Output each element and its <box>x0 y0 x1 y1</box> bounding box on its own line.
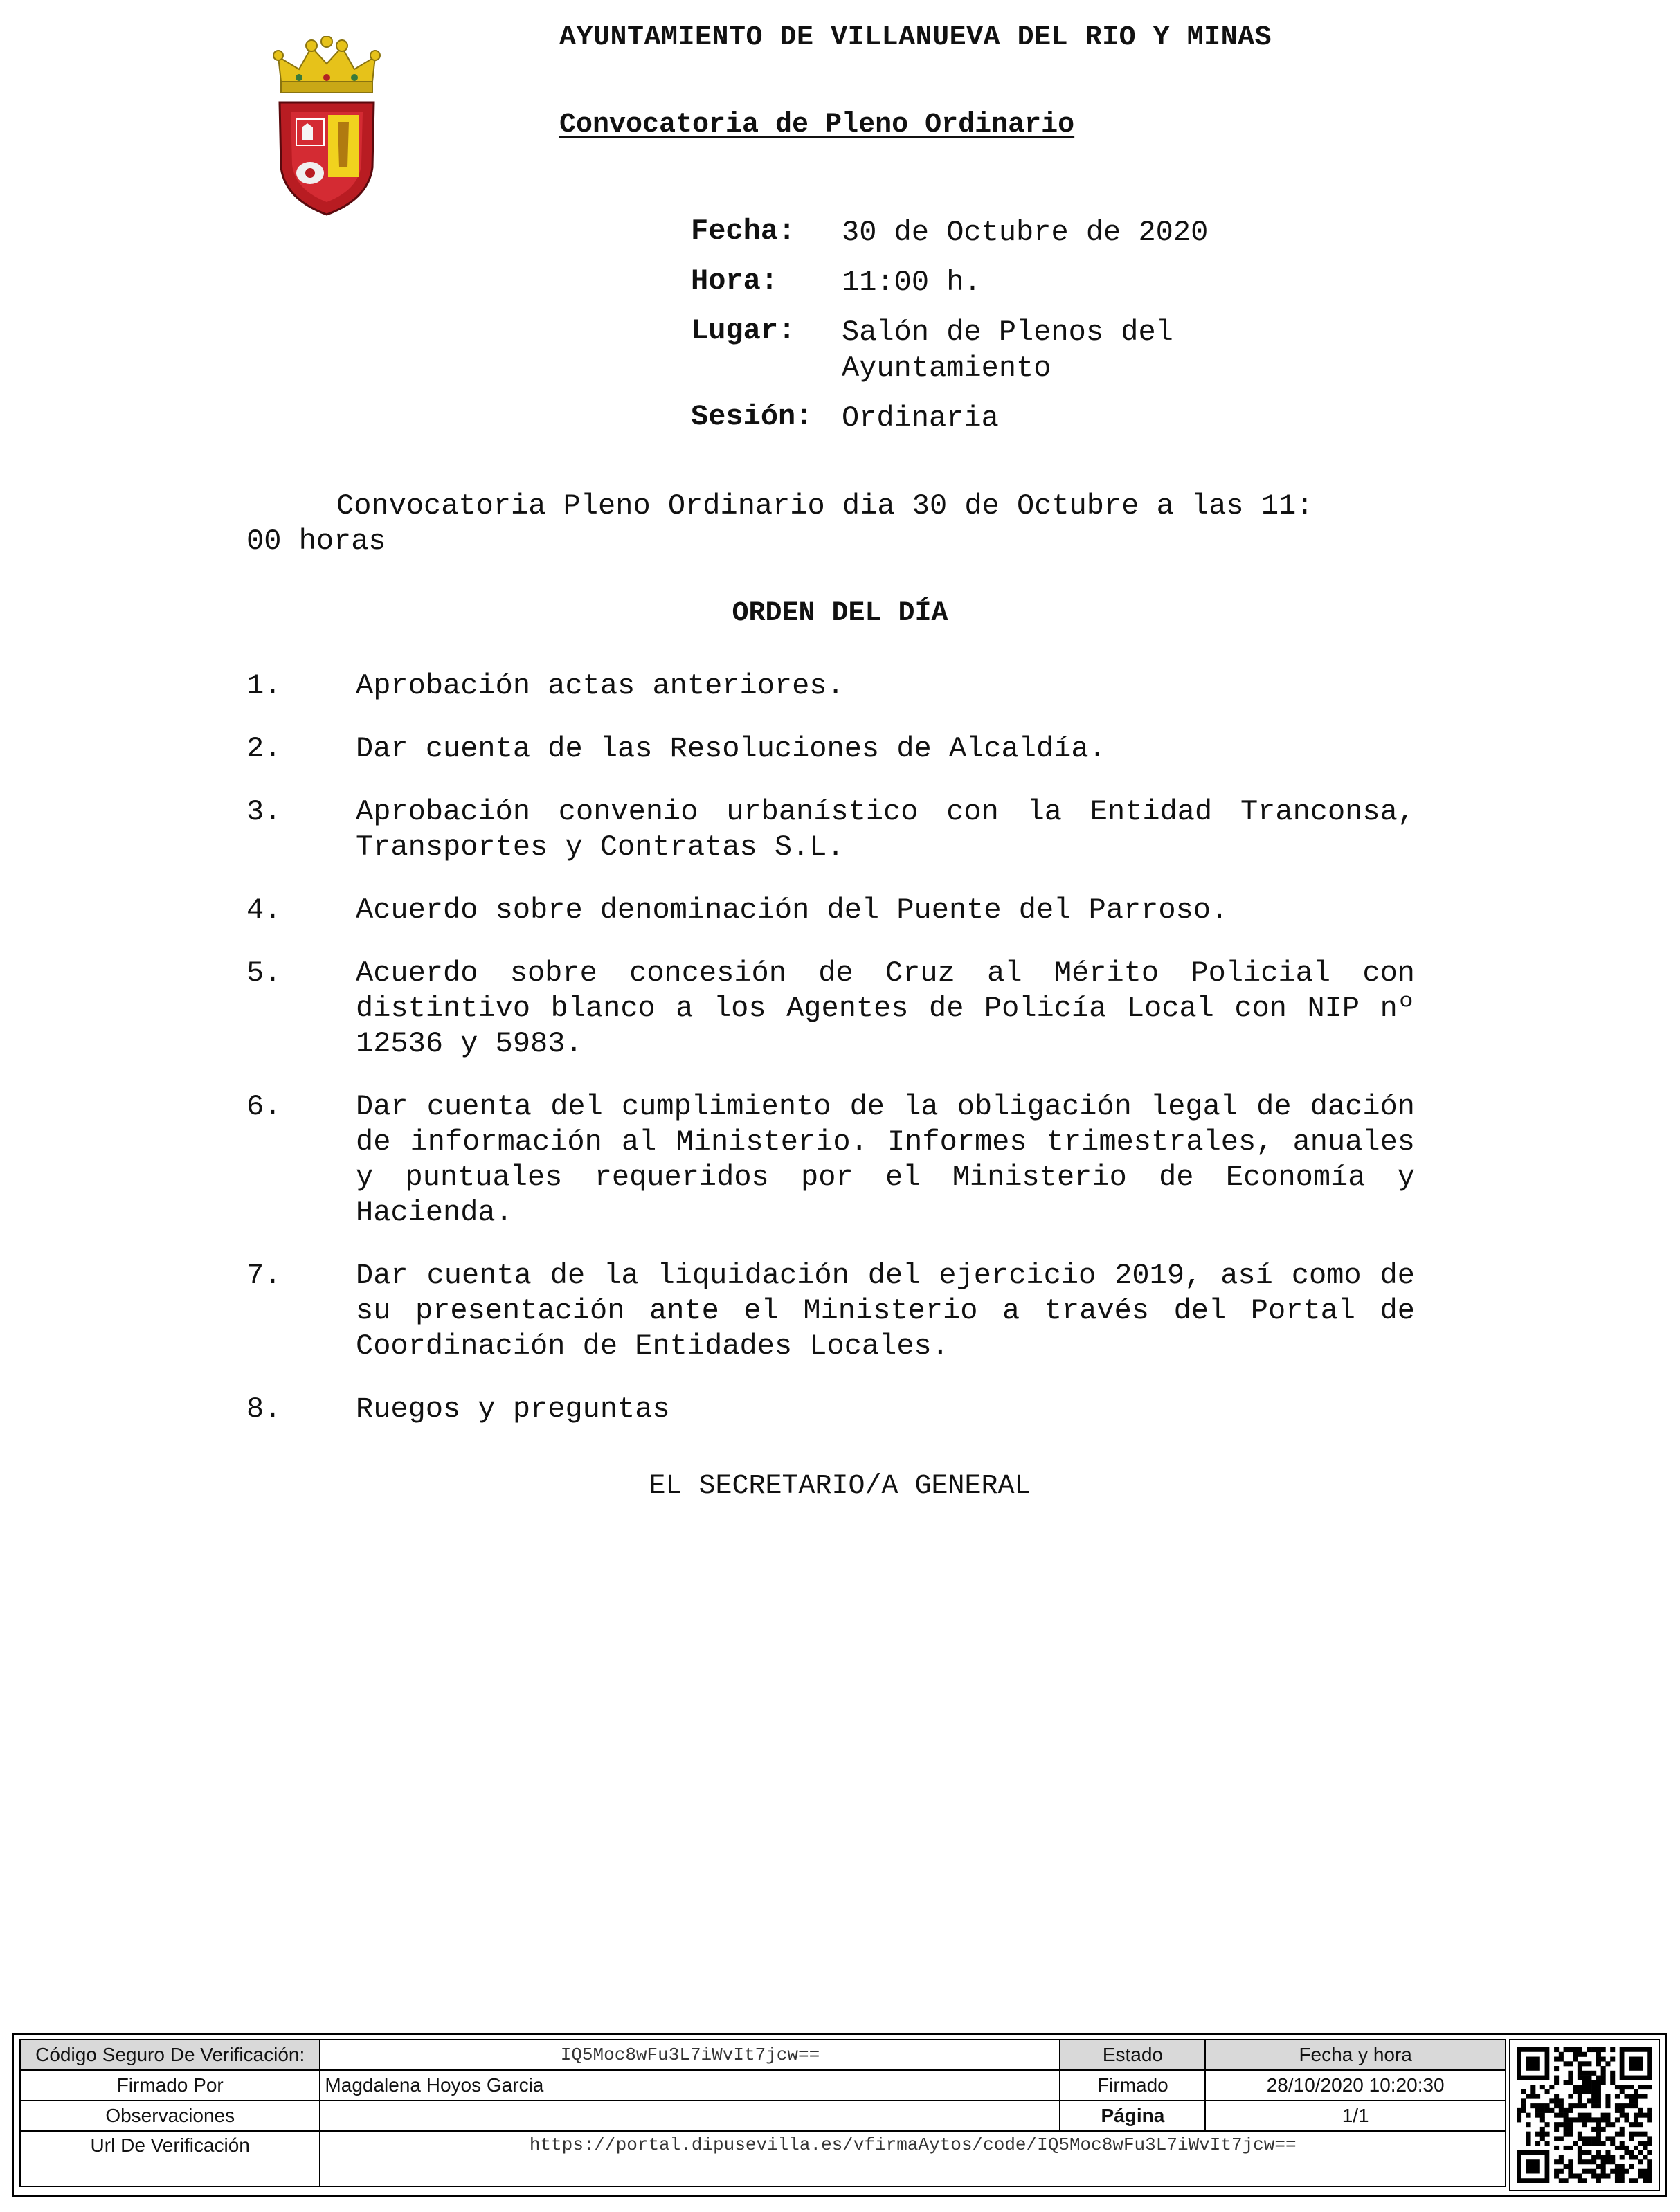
agenda-item <box>246 893 1423 928</box>
fecha-label: Fecha y hora <box>1205 2040 1506 2070</box>
estado-label: Estado <box>1060 2040 1205 2070</box>
agenda-item <box>246 669 1423 704</box>
agenda-item <box>246 1392 1423 1427</box>
qr-code-icon <box>1517 2047 1652 2183</box>
meta-row-fecha <box>691 215 1243 251</box>
firmado-por-label: Firmado Por <box>20 2070 320 2101</box>
agenda-item <box>246 956 1423 1062</box>
verification-row <box>20 2040 1506 2070</box>
verification-footer <box>12 2033 1667 2197</box>
agenda-text: Ruegos y preguntas <box>356 1393 670 1426</box>
observaciones-value <box>320 2101 1060 2131</box>
crown-icon <box>273 36 380 93</box>
meta-row-sesion <box>691 400 1243 436</box>
csv-value: IQ5Moc8wFu3L7iWvIt7jcw== <box>320 2040 1060 2070</box>
agenda-number: 7. <box>246 1259 282 1292</box>
meta-value: 30 de Octubre de 2020 <box>842 216 1209 249</box>
signature-line: EL SECRETARIO/A GENERAL <box>649 1471 1031 1502</box>
agenda-text: Aprobación convenio urbanístico con la Entidad Tranconsa, Transportes y Contratas S.L. <box>356 795 1415 864</box>
pagina-label: Página <box>1060 2101 1205 2131</box>
agenda-item <box>246 795 1423 865</box>
meta-label: Lugar: <box>691 314 796 347</box>
verification-row <box>20 2101 1506 2131</box>
agenda-text: Acuerdo sobre concesión de Cruz al Mérito Policial con distintivo blanco a los Agentes de Policía Local con NIP nº 12536 y 5983. <box>356 957 1415 1060</box>
agenda-list <box>246 669 1423 1455</box>
document-title: Convocatoria de Pleno Ordinario <box>559 109 1075 140</box>
intro-line: 00 horas <box>246 525 386 558</box>
agenda-number: 4. <box>246 894 282 927</box>
agenda-number: 8. <box>246 1393 282 1426</box>
agenda-text: Dar cuenta de la liquidación del ejercicio 2019, así como de su presentación ante el Ministerio a través del Portal de Coordinación de Entidades Locales. <box>356 1259 1415 1363</box>
agenda-heading: ORDEN DEL DÍA <box>732 598 948 629</box>
url-label: Url De Verificación <box>20 2131 320 2186</box>
meta-value: 11:00 h. <box>842 266 982 299</box>
intro-paragraph <box>246 489 1423 559</box>
meta-value: Ordinaria <box>842 401 999 435</box>
meta-label: Sesión: <box>691 400 813 433</box>
meeting-details <box>691 215 1243 450</box>
agenda-number: 6. <box>246 1090 282 1123</box>
verification-table <box>19 2039 1506 2187</box>
coat-of-arms-icon <box>271 36 382 223</box>
agenda-text: Dar cuenta del cumplimiento de la obligación legal de dación de información al Ministerio. Informes trimestrales, anuales y puntuales requeridos por el Ministerio de Economía y Hacienda. <box>356 1090 1415 1229</box>
observaciones-label: Observaciones <box>20 2101 320 2131</box>
fecha-value: 28/10/2020 10:20:30 <box>1205 2070 1506 2101</box>
meta-row-hora <box>691 264 1243 300</box>
agenda-number: 2. <box>246 732 282 765</box>
meta-value: Salón de Plenos del Ayuntamiento <box>842 316 1173 385</box>
intro-line: Convocatoria Pleno Ordinario dia 30 de Octubre a las 11: <box>336 489 1314 523</box>
agenda-text: Aprobación actas anteriores. <box>356 669 844 702</box>
pagina-value: 1/1 <box>1205 2101 1506 2131</box>
agenda-number: 3. <box>246 795 282 828</box>
url-value[interactable]: https://portal.dipusevilla.es/vfirmaAytos/code/IQ5Moc8wFu3L7iWvIt7jcw== <box>320 2131 1506 2186</box>
meta-label: Hora: <box>691 264 779 298</box>
agenda-item <box>246 732 1423 767</box>
agenda-item <box>246 1258 1423 1364</box>
csv-label: Código Seguro De Verificación: <box>20 2040 320 2070</box>
meta-row-lugar <box>691 314 1243 386</box>
meta-label: Fecha: <box>691 215 796 248</box>
verification-row <box>20 2131 1506 2186</box>
estado-value: Firmado <box>1060 2070 1205 2101</box>
agenda-number: 5. <box>246 957 282 990</box>
organization-title: AYUNTAMIENTO DE VILLANUEVA DEL RIO Y MINAS <box>559 22 1272 53</box>
shield-icon <box>280 102 374 215</box>
agenda-number: 1. <box>246 669 282 702</box>
agenda-text: Dar cuenta de las Resoluciones de Alcaldía. <box>356 732 1106 765</box>
qr-code-frame <box>1509 2039 1660 2191</box>
firmado-por-value: Magdalena Hoyos Garcia <box>320 2070 1060 2101</box>
agenda-text: Acuerdo sobre denominación del Puente del Parroso. <box>356 894 1229 927</box>
agenda-item <box>246 1089 1423 1231</box>
verification-row <box>20 2070 1506 2101</box>
